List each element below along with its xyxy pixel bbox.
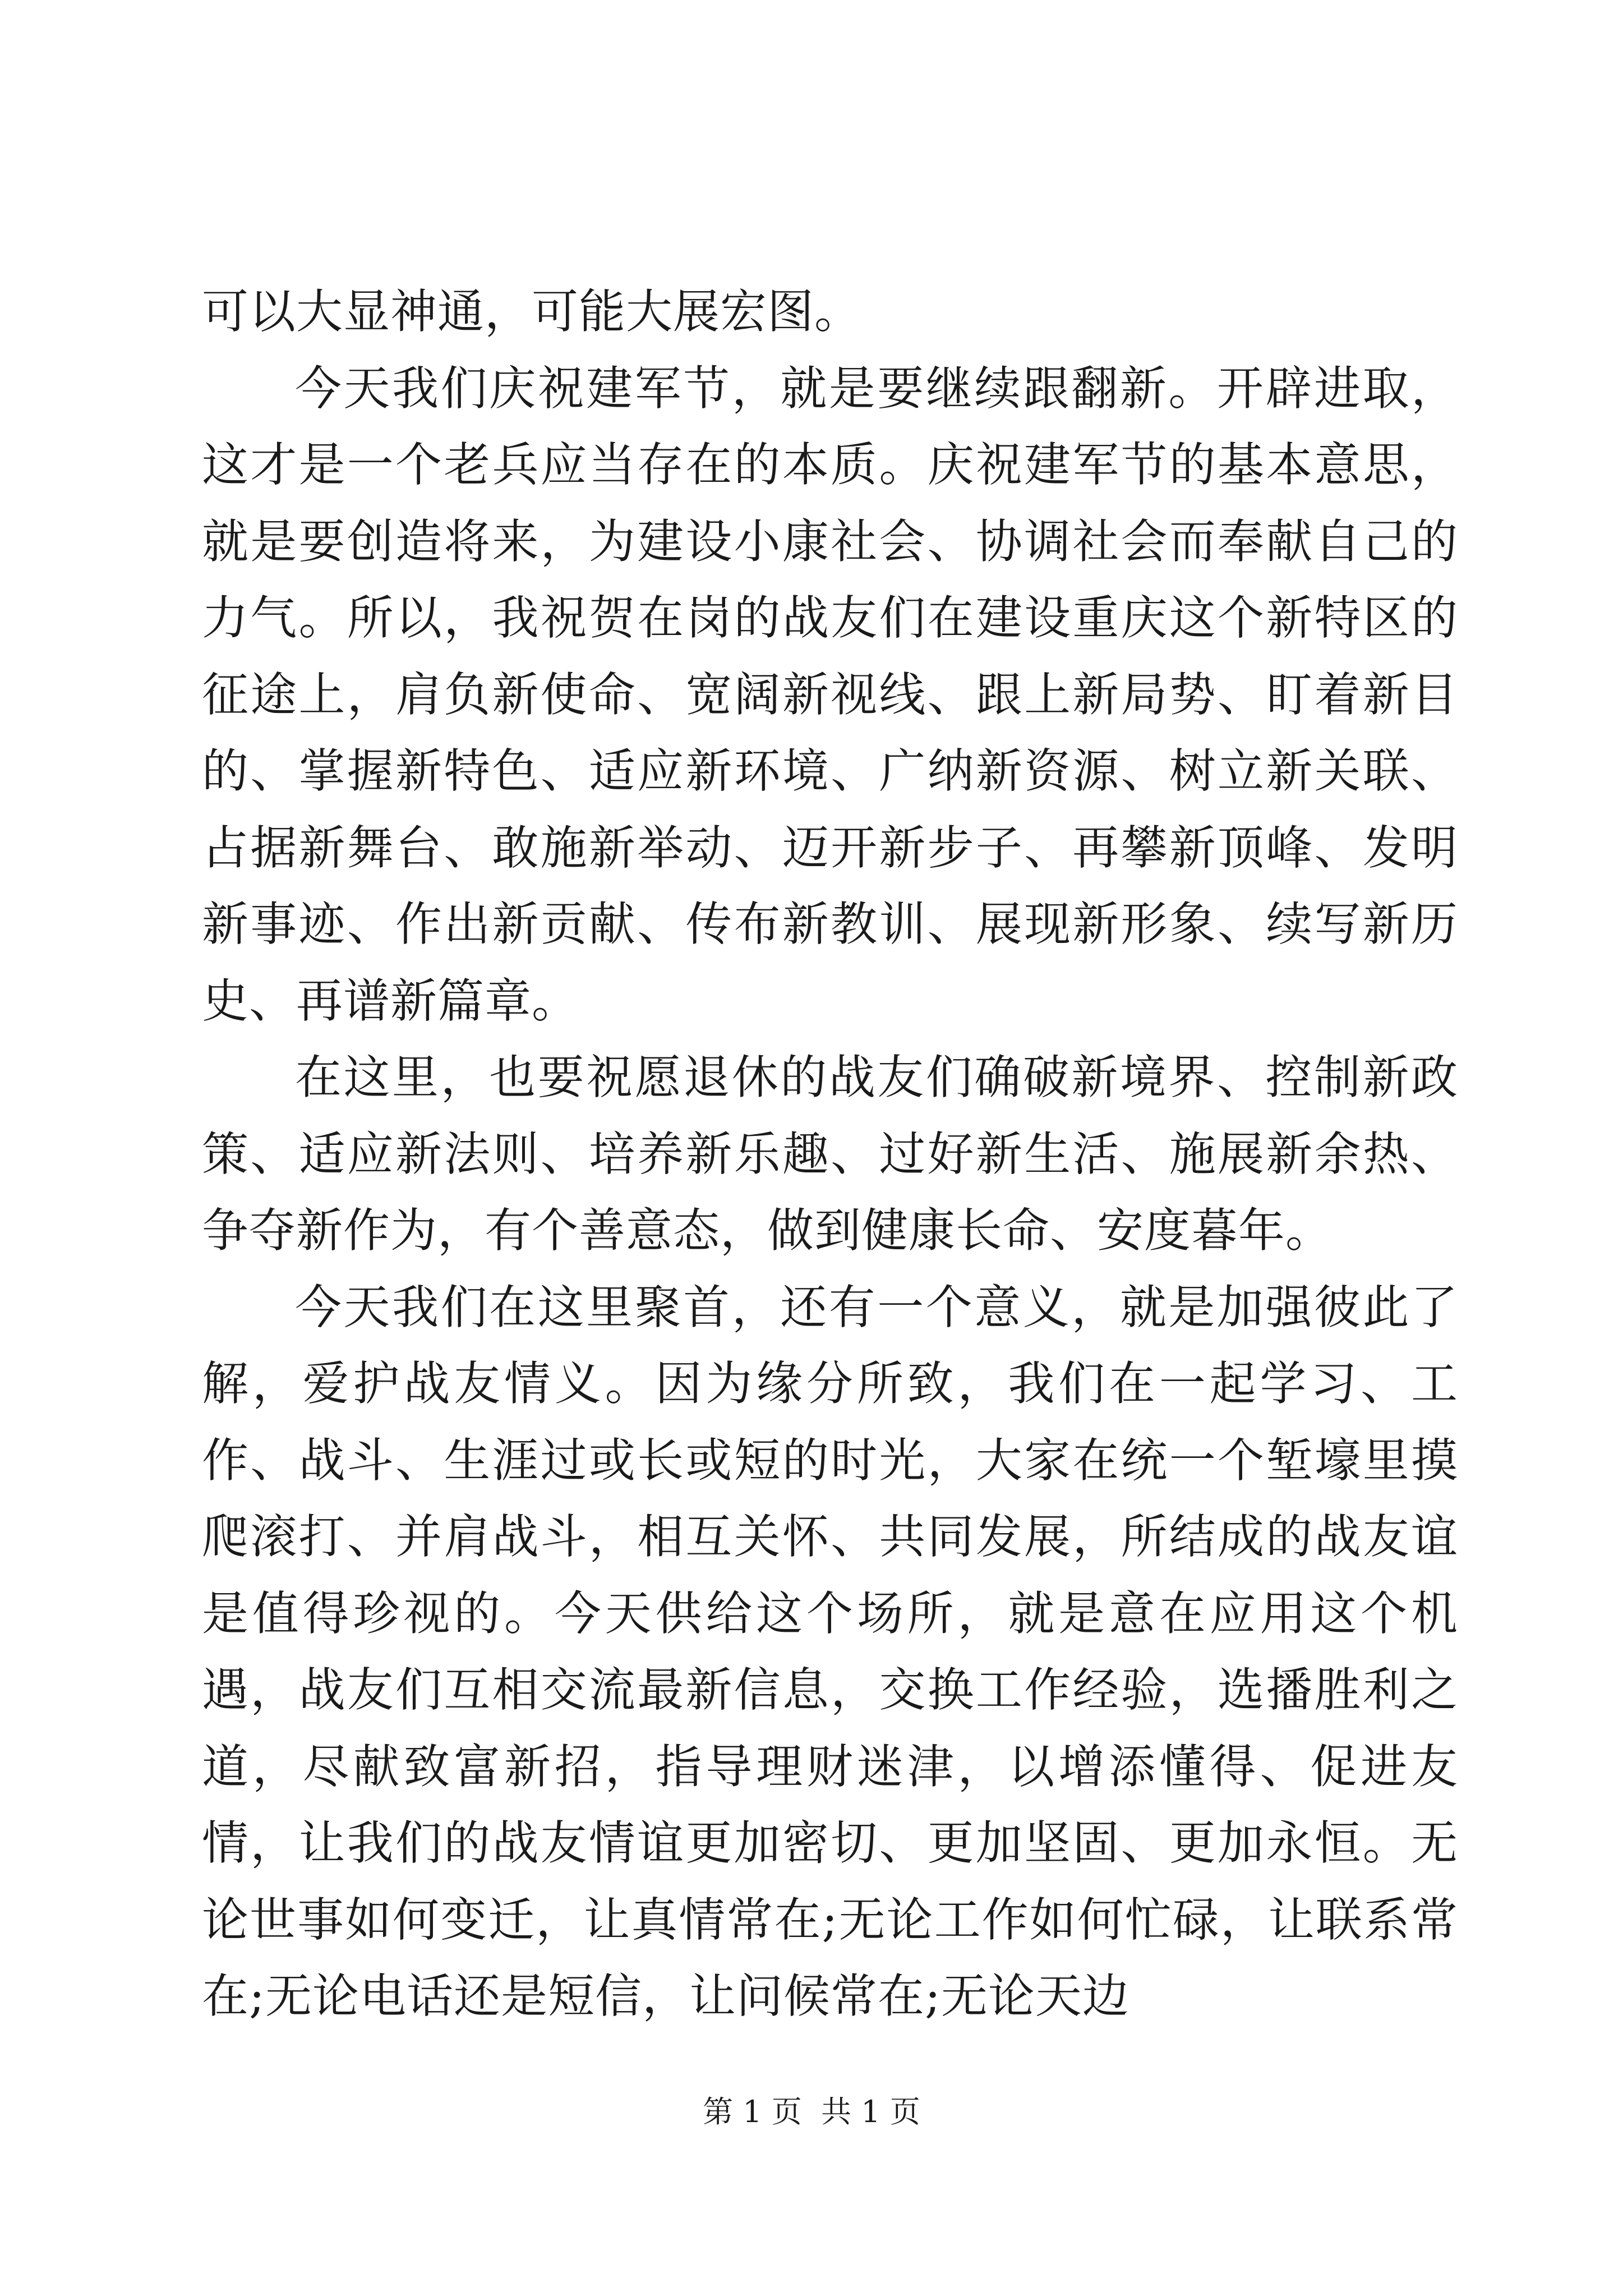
document-body — [202, 274, 1458, 2035]
paragraph-4: 今天我们在这里聚首，还有一个意义，就是加强彼此了解，爱护战友情义。因为缘分所致，我们在一起学习、工作、战斗、生涯过或长或短的时光，大家在统一个堑壕里摸爬滚打、并肩战斗，相互关怀、共同发展，所结成的战友谊是值得珍视的。今天供给这个场所，就是意在应用这个机遇，战友们互相交流最新信息，交换工作经验，选播胜利之道，尽献致富新招，指导理财迷津，以增添懂得、促进友情，让我们的战友情谊更加密切、更加坚固、更加永恒。无论世事如何变迁，让真情常在;无论工作如何忙碌，让联系常在;无论电话还是短信，让问候常在;无论天边 — [202, 1280, 1458, 2023]
paragraph-3: 在这里，也要祝愿退休的战友们确破新境界、控制新政策、适应新法则、培养新乐趣、过好新生活、施展新余热、争夺新作为，有个善意态，做到健康长命、安度暮年。 — [202, 1050, 1458, 1258]
paragraph-2: 今天我们庆祝建军节，就是要继续跟翻新。开辟进取，这才是一个老兵应当存在的本质。庆祝建军节的基本意思，就是要创造将来，为建设小康社会、协调社会而奉献自己的力气。所以，我祝贺在岗的战友们在建设重庆这个新特区的征途上，肩负新使命、宽阔新视线、跟上新局势、盯着新目的、掌握新特色、适应新环境、广纳新资源、树立新关联、占据新舞台、敢施新举动、迈开新步子、再攀新顶峰、发明新事迹、作出新贡献、传布新教训、展现新形象、续写新历史、再谱新篇章。 — [202, 361, 1458, 1028]
paragraph-1: 可以大显神通，可能大展宏图。 — [202, 284, 861, 339]
page-footer: 第 1 页 共 1 页 — [703, 2094, 920, 2129]
